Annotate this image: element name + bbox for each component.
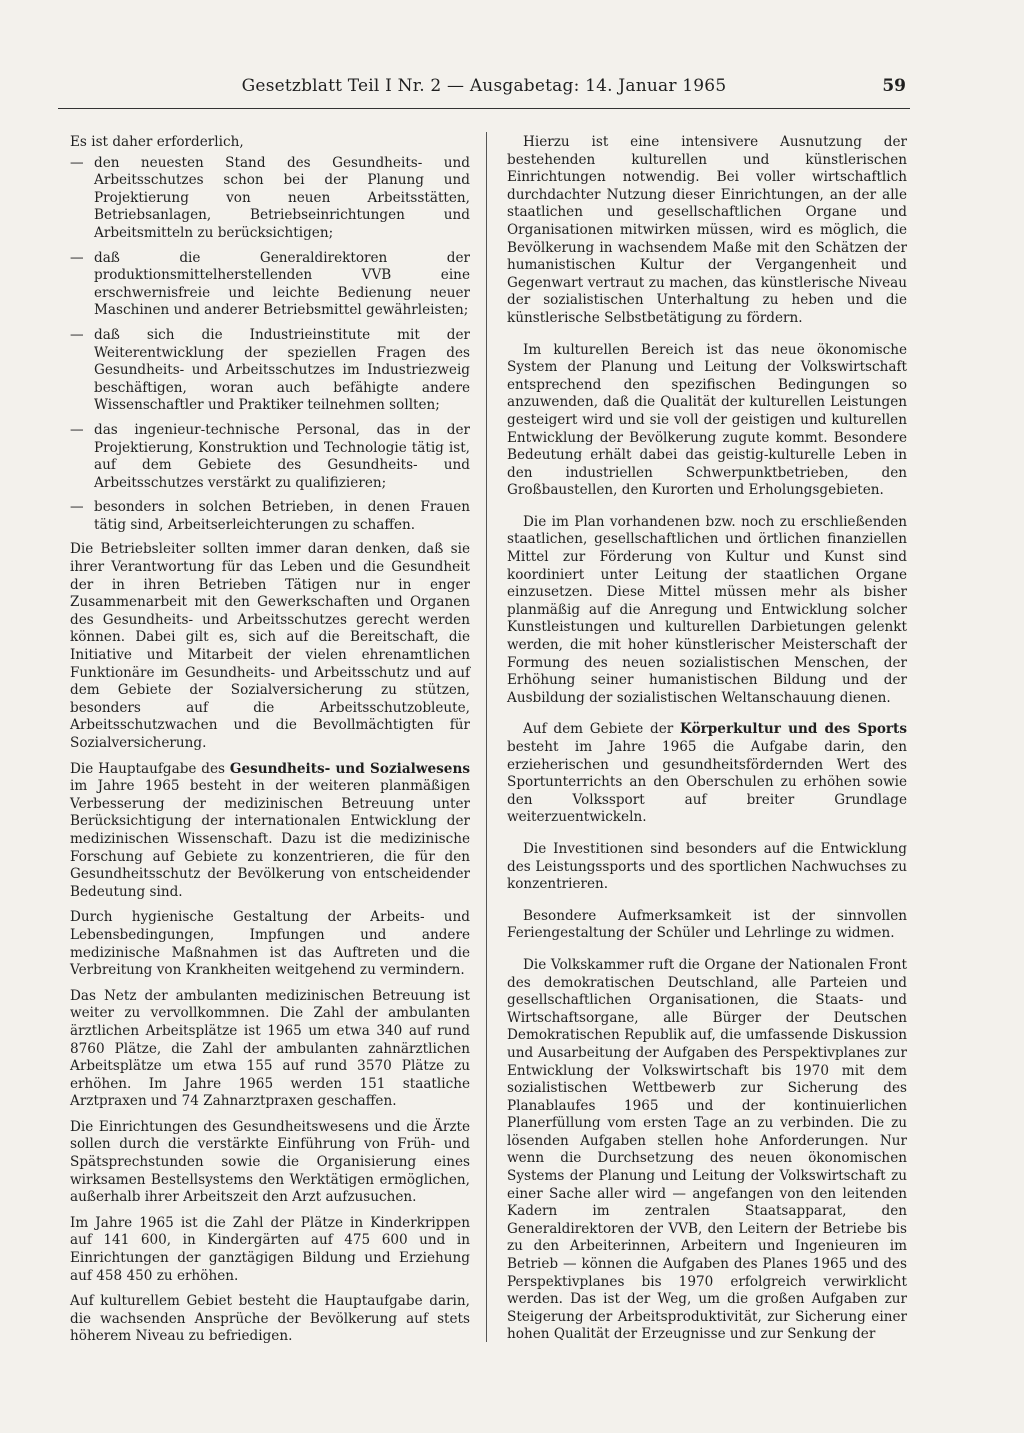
paragraph: [507, 721, 907, 827]
list-item-text: den neuesten Stand des Gesundheits- und Arbeitsschutzes schon bei der Planung und Projektierung von neuen Arbeitsstätten, Betriebsanlagen, Betriebseinrichtungen und Arbeitsmitteln zu berücksichtigen;: [94, 154, 470, 241]
header-rule: [58, 108, 910, 109]
paragraph: Im Jahre 1965 ist die Zahl der Plätze in Kinderkrippen auf 141 600, in Kindergärten auf 475 600 und in Einrichtungen der ganztägigen Bildung und Erziehung auf 458 450 zu erhöhen.: [70, 1214, 470, 1284]
paragraph-text: im Jahre 1965 besteht in der weiteren planmäßigen Verbesserung der medizinischen Betreuung unter Berücksichtigung der internationalen Entwicklung der medizinischen Wissenschaft. Dazu ist die medizinische Forschung auf Gebiete zu konzentrieren, die für den Gesundheitsschutz der Bevölkerung von entscheidender Bedeutung sind.: [70, 778, 470, 900]
dash-marker: —: [70, 421, 84, 438]
dash-marker: —: [70, 326, 84, 343]
dash-marker: —: [70, 499, 84, 516]
paragraph: Die Investitionen sind besonders auf die Entwicklung des Leistungssports und des sportlichen Nachwuchses zu konzentrieren.: [507, 840, 907, 893]
paragraph: Das Netz der ambulanten medizinischen Betreuung ist weiter zu vervollkommnen. Die Zahl der ambulanten ärztlichen Arbeitsplätze ist 1965 um etwa 340 auf rund 8760 Plätze, die Zahl der ambulanten zahnärztlichen Arbeitsplätze um etwa 155 auf rund 3570 Plätze zu erhöhen. Im Jahre 1965 werden 151 staatliche Arztpraxen und 74 Zahnarztpraxen geschaffen.: [70, 987, 470, 1110]
left-column: [70, 134, 470, 1346]
page-number: 59: [882, 76, 906, 96]
list-item-text: daß sich die Industrieinstitute mit der Weiterentwicklung der speziellen Fragen des Gesundheits- und Arbeitsschutzes im Industriezweig beschäftigen, woran auch befähigte andere Wissenschaftler und Praktiker teilnehmen sollten;: [94, 326, 470, 414]
dash-marker: —: [70, 154, 84, 171]
list-item: [70, 422, 470, 492]
header-title: Gesetzblatt Teil I Nr. 2 — Ausgabetag: 14. Januar 1965: [241, 76, 727, 96]
paragraph: Durch hygienische Gestaltung der Arbeits- und Lebensbedingungen, Impfungen und andere medizinische Maßnahmen ist das Auftreten und die Verbreitung von Krankheiten weitgehend zu vermindern.: [70, 909, 470, 979]
paragraph: Die Einrichtungen des Gesundheitswesens und die Ärzte sollen durch die verstärkte Einführung von Früh- und Spätsprechstunden sowie die Organisierung eines wirksamen Bestellsystems den Werktätigen ermöglichen, außerhalb ihrer Arbeitszeit den Arzt aufzusuchen.: [70, 1118, 470, 1206]
paragraph: Auf kulturellem Gebiet besteht die Hauptaufgabe darin, die wachsenden Ansprüche der Bevölkerung auf stets höherem Niveau zu befriedigen.: [70, 1293, 470, 1345]
paragraph: [70, 761, 470, 902]
dash-marker: —: [70, 249, 84, 266]
list-item: [70, 155, 470, 243]
paragraph: Die Betriebsleiter sollten immer daran denken, daß sie ihrer Verantwortung für das Leben und die Gesundheit der in ihren Betrieben Tätigen nur in enger Zusammenarbeit mit den Gewerkschaften und Organen des Gesundheits- und Arbeitsschutzes gerecht werden können. Dabei gilt es, sich auf die Bereitschaft, die Initiative und Mitarbeit der vielen ehrenamtlichen Funktionäre im Gesundheits- und Arbeitsschutz und auf dem Gebiete der Sozialversicherung zu stützen, besonders auf die Arbeitsschutzobleute, Arbeitsschutzwachen und die Bevollmächtigten für Sozialversicherung.: [70, 541, 470, 751]
paragraph-text: Auf dem Gebiete der: [523, 721, 681, 738]
list-intro: Es ist daher erforderlich,: [70, 134, 244, 150]
paragraph: Im kulturellen Bereich ist das neue ökonomische System der Planung und Leitung der Volkswirtschaft entsprechend den spezifischen Bedingungen so anzuwenden, daß die Qualität der kulturellen Leistungen gesteigert wird und sie voll der geistigen und kulturellen Entwicklung der Bevölkerung zugute kommt. Besondere Bedeutung erhält dabei das geistig-kulturelle Leben in den industriellen Schwerpunktbetrieben, den Großbaustellen, den Kurorten und Erholungsgebieten.: [507, 341, 907, 499]
list-item-text: das ingenieur-technische Personal, das in der Projektierung, Konstruktion und Technologie tätig ist, auf dem Gebiete des Gesundheits- und Arbeitsschutzes verstärkt zu qualifizieren;: [94, 421, 470, 491]
list-item-text: daß die Generaldirektoren der produktionsmittelherstellenden VVB eine erschwernisfreie und leichte Bedienung neuer Maschinen und anderer Betriebsmittel gewährleisten;: [94, 249, 470, 319]
column-divider: [486, 132, 487, 1342]
bold-term: Körperkultur und des Sports: [680, 721, 907, 738]
paragraph-text: Die Hauptaufgabe des: [70, 760, 230, 777]
paragraph: Die im Plan vorhandenen bzw. noch zu erschließenden staatlichen, gesellschaftlichen und örtlichen finanziellen Mittel zur Förderung von Kultur und Kunst sind koordiniert unter Leitung der staatlichen Organe einzusetzen. Diese Mittel müssen mehr als bisher planmäßig auf die Anregung und Entwicklung solcher Kunstleistungen und kulturellen Darbietungen gelenkt werden, die mit hoher künstlerischer Meisterschaft der Formung des neuen sozialistischen Menschen, der Erhöhung seiner humanistischen Bildung und der Ausbildung der sozialistischen Weltanschauung dienen.: [507, 513, 907, 706]
page-header: [58, 76, 910, 104]
list-item: [70, 327, 470, 415]
list-item: [70, 250, 470, 320]
paragraph: Besondere Aufmerksamkeit ist der sinnvollen Feriengestaltung der Schüler und Lehrlinge zu widmen.: [507, 907, 907, 942]
right-column: [507, 134, 907, 1344]
paragraph: Die Volkskammer ruft die Organe der Nationalen Front des demokratischen Deutschland, alle Parteien und gesellschaftlichen Organisationen, die Staats- und Wirtschaftsorgane, alle Bürger der Deutschen Demokratischen Republik auf, die umfassende Diskussion und Ausarbeitung der Aufgaben des Perspektivplanes zur Entwicklung der Volkswirtschaft bis 1970 mit dem sozialistischen Wettbewerb zur Sicherung des Planablaufes 1965 und der kontinuierlichen Planerfüllung vom ersten Tage an zu verbinden. Die zu lösenden Aufgaben stellen hohe Anforderungen. Nur wenn die Durchsetzung des neuen ökonomischen Systems der Planung und Leitung der Volkswirtschaft zu einer Sache aller wird — angefangen von den leitenden Kadern im zentralen Staatsapparat, den Generaldirektoren der VVB, den Leitern der Betriebe bis zu den Arbeiterinnen, Arbeitern und Ingenieuren im Betrieb — können die Aufgaben des Planes 1965 und des Perspektivplanes bis 1970 erfolgreich verwirklicht werden. Das ist der Weg, um die großen Aufgaben zur Steigerung der Arbeitsproduktivität, zur Sicherung einer hohen Qualität der Erzeugnisse und zur Senkung der: [507, 956, 907, 1343]
paragraph: Hierzu ist eine intensivere Ausnutzung der bestehenden kulturellen und künstlerischen Einrichtungen notwendig. Bei voller wirtschaftlich durchdachter Nutzung dieser Einrichtungen, an der alle staatlichen und gesellschaftlichen Organe und Organisationen mitwirken müssen, wird es möglich, die Bevölkerung in wachsendem Maße mit den Schätzen der humanistischen Kultur der Vergangenheit und Gegenwart vertraut zu machen, das künstlerische Niveau der sozialistischen Unterhaltung zu heben und die künstlerische Selbstbetätigung zu fördern.: [507, 134, 907, 326]
paragraph-text: besteht im Jahre 1965 die Aufgabe darin, den erzieherischen und gesundheitsfördernden Wert des Sportunterrichts an den Oberschulen zu erhöhen sowie den Volkssport auf breiter Grundlage weiterzuentwickeln.: [507, 739, 907, 826]
bold-term: Gesundheits- und Sozialwesens: [229, 760, 470, 777]
list-item-text: besonders in solchen Betrieben, in denen Frauen tätig sind, Arbeitserleichterungen zu schaffen.: [94, 499, 470, 533]
list-item: [70, 499, 470, 534]
